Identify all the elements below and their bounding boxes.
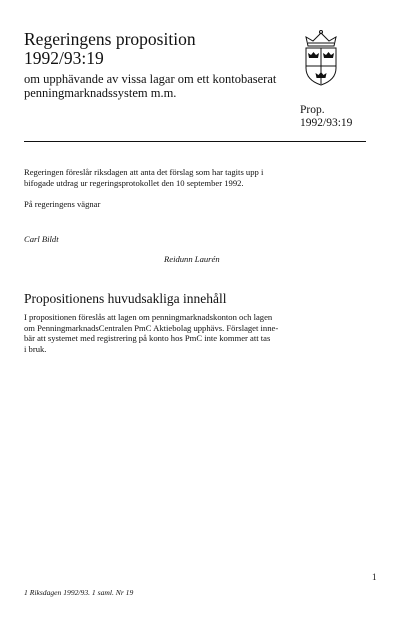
title-line-1: Regeringens proposition (24, 29, 196, 49)
swedish-coat-of-arms-icon (298, 28, 344, 88)
summary-line-1: I propositionen föreslås att lagen om penningmarknadskonton och lagen (24, 312, 273, 322)
prop-label: Prop. (300, 104, 325, 116)
signature-prime-minister: Carl Bildt (24, 234, 59, 244)
footer-note: 1 Riksdagen 1992/93. 1 saml. Nr 19 (24, 588, 134, 597)
intro-line-1: Regeringen föreslår riksdagen att anta det förslag som har tagits upp i (24, 167, 264, 177)
document-title (24, 30, 196, 68)
proposition-reference (300, 104, 352, 129)
summary-heading: Propositionens huvudsakliga innehåll (24, 291, 227, 306)
intro-line-2: bifogade utdrag ur regeringsprotokollet den 10 september 1992. (24, 177, 244, 188)
header-divider (24, 141, 366, 142)
summary-line-4: i bruk. (24, 343, 47, 354)
signature-minister: Reidunn Laurén (164, 254, 220, 264)
subtitle-line-2: penningmarknadssystem m.m. (24, 86, 177, 100)
subtitle-line-1: om upphävande av vissa lagar om ett kontobaserat (24, 72, 277, 86)
page-number: 1 (372, 572, 377, 582)
prop-number: 1992/93:19 (300, 116, 353, 129)
title-line-2: 1992/93:19 (24, 48, 104, 68)
document-subtitle (24, 72, 324, 100)
intro-paragraph (24, 167, 364, 188)
summary-line-2: om PenningmarknadsCentralen PmC Aktiebolag upphävs. Förslaget inne- (24, 322, 279, 333)
summary-paragraph (24, 312, 370, 354)
on-behalf-text: På regeringens vägnar (24, 199, 101, 209)
summary-line-3: bär att systemet med registrering på konto hos PmC inte kommer att tas (24, 333, 271, 344)
